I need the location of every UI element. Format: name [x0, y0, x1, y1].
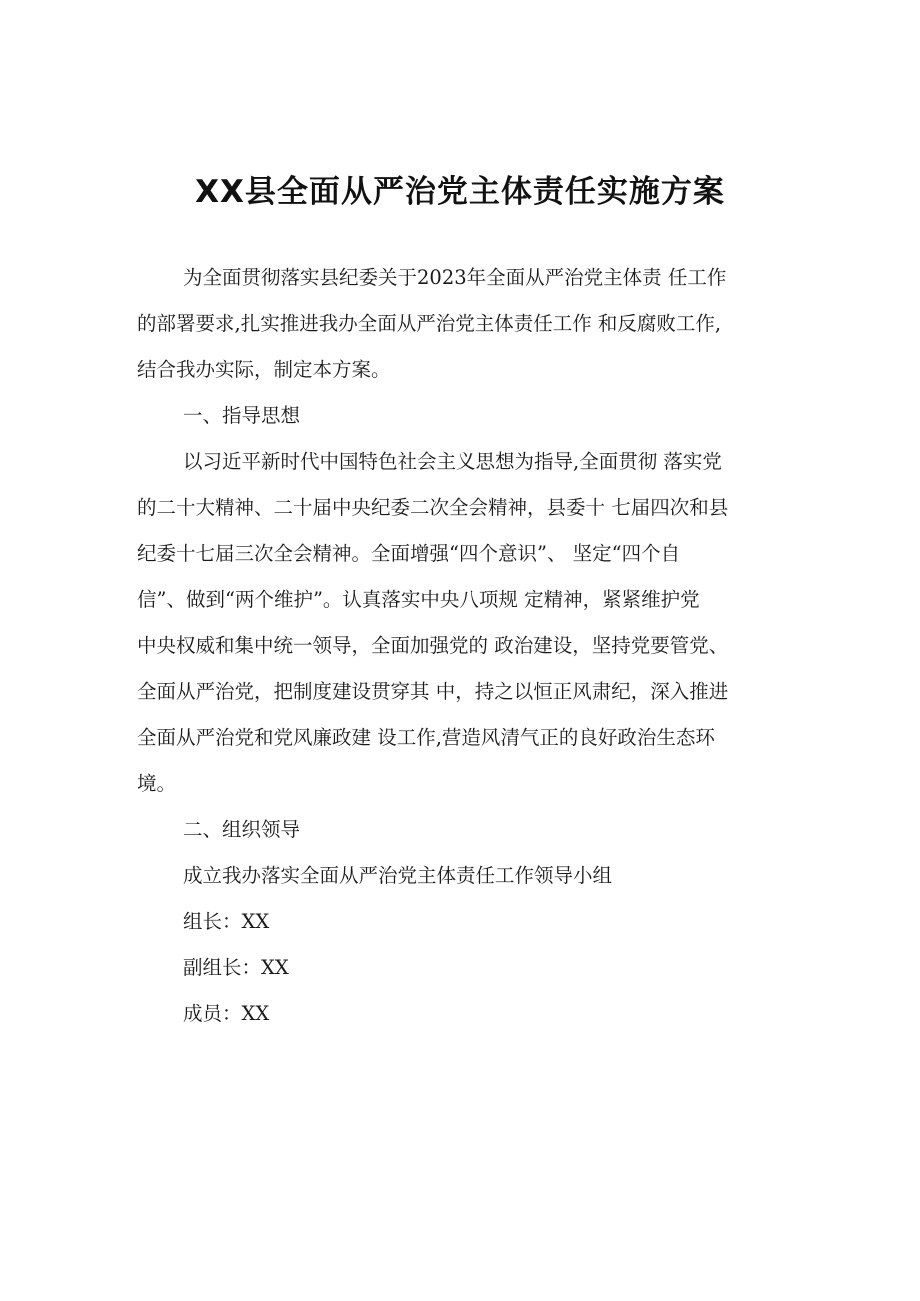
intro-line: 的部署要求,扎实推进我办全面从严治党主体责任工作 和反腐败工作, — [137, 312, 722, 335]
deputy-group-leader: 副组长：XX — [183, 956, 289, 979]
section1-line: 境。 — [137, 772, 177, 795]
section1-line: 中央权威和集中统一领导，全面加强党的 政治建设，坚持党要管党、 — [137, 634, 729, 657]
section-heading-organization: 二、组织领导 — [183, 818, 301, 841]
section1-line: 信”、做到“两个维护”。认真落实中央八项规 定精神，紧紧维护党 — [137, 588, 700, 611]
intro-line: 为全面贯彻落实县纪委关于2023年全面从严治党主体责 任工作 — [183, 266, 727, 289]
leading-group-line: 成立我办落实全面从严治党主体责任工作领导小组 — [183, 864, 613, 887]
section1-line: 全面从严治党和党风廉政建 设工作,营造风清气正的良好政治生态环 — [137, 726, 715, 749]
section1-line: 纪委十七届三次全会精神。全面增强“四个意识”、 坚定“四个自 — [137, 542, 681, 565]
document-body — [137, 255, 797, 1037]
section1-line: 全面从严治党，把制度建设贯穿其 中，持之以恒正风肃纪，深入推进 — [137, 680, 729, 703]
group-members: 成员：XX — [183, 1002, 270, 1025]
intro-line: 结合我办实际，制定本方案。 — [137, 358, 391, 381]
section1-line: 的二十大精神、二十届中央纪委二次全会精神，县委十 七届四次和县 — [137, 496, 729, 519]
section1-line: 以习近平新时代中国特色社会主义思想为指导,全面贯彻 落实党 — [183, 450, 722, 473]
section-heading-guiding-thought: 一、指导思想 — [183, 404, 301, 427]
group-leader: 组长：XX — [183, 910, 270, 933]
document-title: XX县全面从严治党主体责任实施方案 — [195, 174, 725, 210]
